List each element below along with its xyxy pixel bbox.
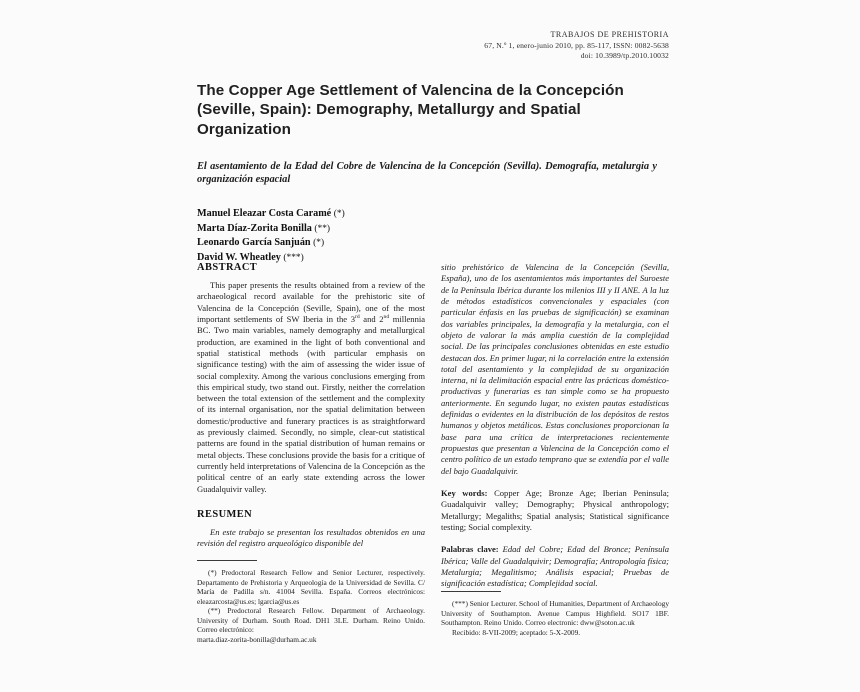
resumen-paragraph-start: En este trabajo se presentan los resultados obtenidos en una revisión del registro arqueológico disponible del — [197, 526, 425, 549]
column-left — [197, 262, 425, 550]
footnote-item: (**) Predoctoral Research Fellow. Department of Archaeology. University of Durham. South Road. DH1 3LE. Durham. Reino Unido. Correo electrónico: — [197, 606, 425, 634]
footnote-divider — [197, 560, 257, 561]
abstract-text-part-1: This paper presents the results obtained from a review of the archaeological record available for the prehistoric site of Valencina de la Concepción (Seville, Spain), one of the most important settlements of SW Iberia in the 3 — [197, 280, 425, 324]
author-name: Manuel Eleazar Costa Caramé — [197, 207, 332, 219]
author-name: David W. Wheatley — [197, 251, 281, 263]
author-entry — [197, 236, 669, 251]
author-affiliation-mark: (**) — [314, 223, 331, 234]
author-affiliation-mark: (***) — [283, 252, 304, 263]
abstract-superscript-rd: rd — [354, 314, 360, 321]
palabras-clave-block — [441, 544, 669, 589]
page-title: The Copper Age Settlement of Valencina de la Concepción (Seville, Spain): Demography, Metallurgy and Spatial Organization — [197, 81, 624, 138]
resumen-paragraph-continued: sitio prehistórico de Valencina de la Concepción (Sevilla, España), uno de los asentamientos más importantes del Suroeste de la Península Ibérica durante los milenios III y II ANE. A la luz de métodos estadísticos convencionales y espaciales (con particular énfasis en las pruebas de significación) se examinan dos variables principales, la demografía y la metalurgia, con el objeto de valorar la más amplia cuestión de la complejidad social. De las principales conclusiones obtenidas en este estudio destacan dos. En primer lugar, ni la correlación entre la extensión total del asentamiento y la complejidad de su organización interna, ni la delimitación espacial entre las prácticas doméstico-productivas y funerarias es tan simple como se ha propuesto anteriormente. En segundo lugar, no existen pautas estadísticas definidas o evidentes en la distribución de los depósitos de restos humanos y objetos metálicos. Estas conclusiones proporcionan la base para una crítica de interpretaciones recientemente propuestas que presentan a Valencina de la Concepción como el centro político de un estado temprano que se extendía por el valle del bajo Guadalquivir. — [441, 262, 669, 476]
author-entry — [197, 207, 669, 222]
journal-issue-line: 67, N.º 1, enero-junio 2010, pp. 85-117, ISSN: 0082-5638 — [484, 40, 669, 50]
column-right — [441, 262, 669, 589]
resumen-heading: RESUMEN — [197, 508, 253, 520]
author-name: Marta Díaz-Zorita Bonilla — [197, 222, 312, 234]
page-subtitle-spanish: El asentamiento de la Edad del Cobre de Valencina de la Concepción (Sevilla). Demografía, metalurgia y organización espacial — [197, 161, 657, 186]
abstract-superscript-nd: nd — [383, 314, 390, 321]
footnotes-left — [197, 560, 425, 644]
author-name: Leonardo García Sanjuán — [197, 237, 311, 249]
abstract-heading: ABSTRACT — [197, 262, 258, 273]
section-spacer — [197, 495, 425, 509]
journal-header — [197, 30, 669, 62]
footnote-email: marta.diaz-zorita-bonilla@durham.ac.uk — [197, 634, 317, 644]
journal-doi: doi: 10.3989/tp.2010.10032 — [580, 51, 669, 61]
paper-header-block — [197, 30, 669, 266]
key-words-label: Key words: — [441, 487, 488, 498]
key-words-block — [441, 488, 669, 533]
abstract-text-part-2: and 2 — [359, 313, 384, 324]
author-list — [197, 207, 669, 266]
footnote-item: (*) Predoctoral Research Fellow and Senior Lecturer, respectively. Departamento de Prehistoria y Arqueología de la Universidad de Sevilla. C/ María de Padilla s/n. 41004 Sevilla. España. Correos electrónicos: eleazarcosta@us.es; lgarcia@us.es — [197, 568, 425, 606]
palabras-clave-label: Palabras clave: — [441, 544, 499, 555]
author-affiliation-mark: (*) — [333, 208, 345, 219]
key-words-value: Copper Age; Bronze Age; Iberian Peninsula; Guadalquivir valley; Demography; Physical anthropology; Metallurgy; Megaliths; Spatial analysis; Statistical significance testing; Social complexity. — [441, 487, 669, 532]
author-affiliation-mark: (*) — [313, 238, 325, 249]
abstract-text-part-3: millennia BC. Two main variables, namely demography and metallurgical production, are examined in the light of both conventional and spatial statistical methods (with particular emphasis on significance testing) with the aim of assessing the wider issue of social complexity. Among the various conclusions emerging from this empirical study, two stand out. Firstly, neither the correlation between the total extension of the settlement and the complexity of its internal organisation, nor the spatial delimitation between domestic/productive and funerary practices is as straightforward as previously claimed. Secondly, no simple, clear-cut statistical patterns are found in the spatial distribution of human remains or metal objects. These conclusions provide the basis for a critique of currently held interpretations of Valencina de la Concepción as the political centre of an early state extending across the lower Guadalquivir valley. — [197, 313, 426, 494]
abstract-paragraph — [197, 280, 425, 495]
footnote-divider — [441, 591, 501, 592]
footnote-item: (***) Senior Lecturer. School of Humanities, Department of Archaeology University of Southampton. Avenue Campus Highfield. SO17 1BF. Southampton. Reino Unido. Correo electronic: dww@soton.ac.uk — [441, 599, 669, 627]
footnotes-right — [441, 591, 669, 637]
footnote-received-accepted: Recibido: 8-VII-2009; aceptado: 5-X-2009. — [452, 627, 581, 637]
author-entry — [197, 222, 669, 237]
journal-name: TRABAJOS DE PREHISTORIA — [550, 30, 669, 39]
palabras-clave-value: Edad del Cobre; Edad del Bronce; Península Ibérica; Valle del Guadalquivir; Demografía; Antropología física; Metalurgia; Megalitismo; Análisis espacial; Pruebas de significación estadística; Complejidad social. — [441, 544, 669, 589]
